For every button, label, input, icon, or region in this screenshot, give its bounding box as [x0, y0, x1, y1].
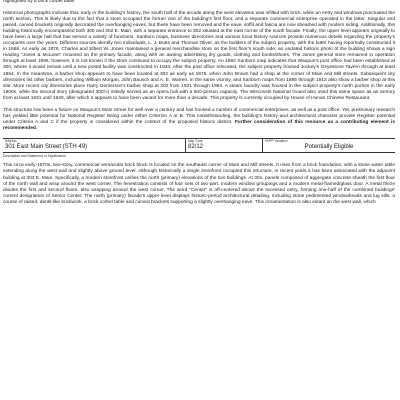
property-info-table [3, 138, 395, 153]
shpp-valuation-label: SHPP Valuation [265, 139, 288, 144]
section-heading: Description and Statement of Significance [3, 153, 66, 158]
map-code-cell [186, 139, 263, 152]
recommendation-text: Further consideration of this resource as a contributing element is recommended. [3, 120, 395, 132]
history-paragraph: Historical photographs indicate that, early in the building's history, the south half of the arcade along the west elevation was infilled with brick, while an entry and windows punctuated the north section. This is likely due to the fact that a store occupied the former one of the building's first floor, and a separate commercial enterprise operated in the latter. Singular and paired, carved brackets originally decorated the overhanging eaves, but these have been removed and the eave, soffit and fascia are now sheathed with modern siding. Additionally, this building historically encompassed both 300 and 302 E. Main, with a separate entrance to 302 situated at the east corner of the south facade. Finally, the upper level appears originally to have been a large hall that has served a variety of functions. Sanborn maps, business directories and various local history sources provide numerous details regarding the property's occupants over the years. Different sources identify two individuals, L. J. Butts and Thomas Oliver, as the builders of the subject property, with the latter having reportedly constructed it in 1868. As early as 1876, Charles and Elbert W. Jones maintained a general merchandise store on the first floor's south side; an undated historic photo of the building shows a sign reading "Jones & McLean" mounted on the primary facade, along with an awning advertising dry goods, clothing and books/shoes. The Jones general store remained in operation through at least 1896; however, it is not known if the store continued to occupy the subject property. An 1892 Sanborn map indicates that Waupun's post office had been established at 300, where it would remain until a new postal facility was constructed in 1933. After the post office relocated, the subject property housed Jockey's Geyestone Tavern through at least 1954. In the meantime, a barber shop appears to have been located at 302 as early as 1876, when John Brown had a shop at the corner of Main and Mill streets. Subsequent city directories list other barbers, including William Morgan, John Bausch and A. E. Warren, in the same vicinity, and Sanborn maps from 1885 through 1913 also show a barber shop at this site. More recent city directories place Harry Demerson's barber shop at 302 from 1931 through 1954. A steam laundry was housed in the subject property's north portion in the early 1900s, while the second story (designated 300½) initially served as an opera hall with a 500-person capacity. The Wisconsin National Guard also used this same space as an armory from at least 1931 until 1940, after which it appears to have been vacant for more than a decade. This property is currently occupied by House of Hunan Chinese Restaurant. [3, 10, 395, 101]
address-label: Address [5, 139, 17, 144]
address-cell [3, 139, 186, 152]
significance-paragraph [3, 108, 395, 132]
shpp-valuation-cell [263, 139, 395, 152]
significance-text: This structure has been a fixture on Waupun's Main Street for well over a century and has housed a number of commercial enterprises, as well as a post office. Yet, preliminary research has yielded little potential for National Register listing under either Criterion A or B. This notwithstanding, the building's history and architectural character provide Register potential under Criteria A and C if the property is considered within the context of the proposed historic district. [3, 108, 395, 126]
address-value: 301 East Main Street (STH 49) [5, 143, 88, 150]
shpp-valuation-value: Potentially Eligible [304, 143, 354, 150]
map-code-label: Map Code [188, 139, 203, 144]
continued-paragraph-end: highlighted by a brick corbel table. [3, 0, 76, 4]
description-paragraph: This circa early-1870s, two-story, commercial vernacular brick block is located on the southeast corner of Main and Mill streets. It rises from a brick foundation, with a stone water table extending along the west wall and slightly above ground level. Although historically a single storefront occupied this structure, in recent years it has been associated with the adjacent building at 303 E. Main. Specifically, a modern storefront unifies the north (primary) elevations of the two buildings. At 301, panels composed of aggregate concrete sheath the first floor of the north wall and wrap around the west corner. The fenestration consists of four sets of two-part, modern window groupings and a modern metal-framed/glass door. A metal frieze divides the first and second floors, also wrapping around the west corner. The word "Center" is off-centered above the recessed entry, forming one-half of the combined buildings' current designation of Senior Center. The north (primary) facade's upper level displays historic-period architectural detailing, including stone pedimented windowheads and lug sills, a course of raised, dentil-like brickwork, a brick corbel table and curved brackets supporting a slightly overhanging eave. This ornamentation is also extant on the west wall, which [3, 163, 395, 205]
map-code-value: 82/12 [188, 143, 204, 150]
